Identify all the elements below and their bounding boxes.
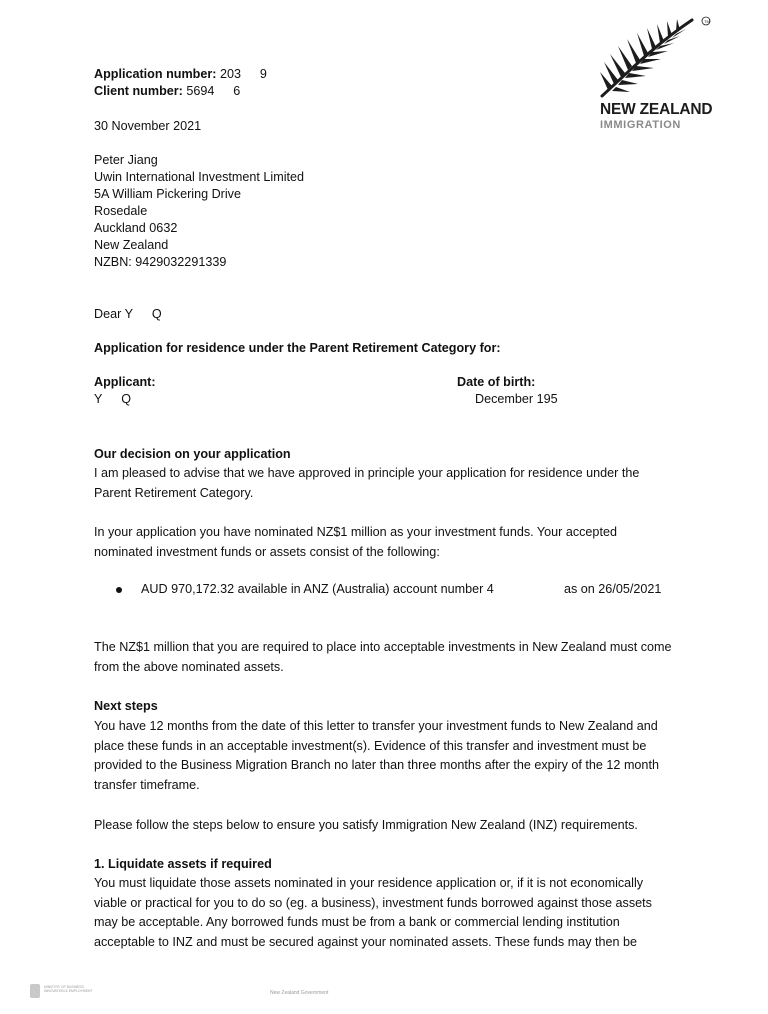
- next-steps-paragraph-1: You have 12 months from the date of this letter to transfer your investment funds to New Zealand and place these funds in an acceptable investment(s). Evidence of this transfer and investment must be provided to the Business Migration Branch no later than three months after the expiry of the 12 month transfer timeframe.: [94, 719, 659, 793]
- decision-paragraph-1: I am pleased to advise that we have approved in principle your application for residence under the Parent Retirement Category.: [94, 466, 640, 500]
- application-number: [94, 66, 267, 83]
- immigration-nz-logo: [596, 14, 714, 134]
- letter-date: 30 November 2021: [94, 119, 202, 133]
- svg-text:TM: TM: [704, 19, 710, 24]
- applicant-label: Applicant:: [94, 375, 156, 389]
- bullet-suffix: as on 26/05/2021: [564, 582, 662, 596]
- client-number-value: 5694 6: [186, 84, 241, 98]
- next-steps-heading: Next steps: [94, 699, 158, 713]
- step1-heading: 1. Liquidate assets if required: [94, 857, 272, 871]
- client-number-label: Client number:: [94, 84, 183, 98]
- subject-line: Application for residence under the Parent Retirement Category for:: [94, 341, 501, 355]
- application-number-value: 203 9: [219, 67, 267, 81]
- mbie-footer-line1: MINISTRY OF BUSINESS,: [44, 985, 85, 989]
- decision-heading: Our decision on your application: [94, 447, 291, 461]
- recipient-street: 5A William Pickering Drive: [94, 187, 241, 201]
- recipient-country: New Zealand: [94, 238, 169, 252]
- salutation: Dear Y Q: [94, 307, 162, 321]
- nz-crest-icon: [30, 984, 40, 998]
- mbie-footer-text: [44, 985, 92, 993]
- applicant-value: Y Q: [94, 392, 132, 406]
- mbie-footer-line2: INNOVATION & EMPLOYMENT: [44, 989, 93, 993]
- client-number: [94, 83, 240, 100]
- bullet-icon: [116, 587, 122, 593]
- silver-fern-icon: [596, 14, 714, 100]
- application-number-label: Application number:: [94, 67, 217, 81]
- mbie-footer-logo: [30, 984, 110, 1000]
- decision-paragraph-3: The NZ$1 million that you are required to place into acceptable investments in New Zealand must come from the above nominated assets.: [94, 640, 672, 674]
- logo-line2: IMMIGRATION: [600, 119, 681, 131]
- step1-paragraph: You must liquidate those assets nominated in your residence application or, if it is not economically viable or practical for you to do so (eg. a business), investment funds borrowed against those assets may be acceptable. Any borrowed funds must be from a bank or commercial lending institution acceptable to INZ and must be secured against your nominated assets. These funds may then be: [94, 876, 652, 950]
- nz-government-footer: New Zealand Government: [270, 990, 329, 996]
- recipient-company: Uwin International Investment Limited: [94, 170, 304, 184]
- recipient-name: Peter Jiang: [94, 153, 158, 167]
- bullet-text: AUD 970,172.32 available in ANZ (Australia) account number 4: [141, 582, 494, 596]
- decision-paragraph-2: In your application you have nominated NZ$1 million as your investment funds. Your accepted nominated investment funds or assets consist of the following:: [94, 525, 617, 559]
- recipient-city: Auckland 0632: [94, 221, 178, 235]
- recipient-suburb: Rosedale: [94, 204, 148, 218]
- dob-label: Date of birth:: [457, 375, 536, 389]
- next-steps-paragraph-2: Please follow the steps below to ensure you satisfy Immigration New Zealand (INZ) requirements.: [94, 818, 638, 832]
- dob-value: December 195: [475, 392, 558, 406]
- logo-line1: NEW ZEALAND: [600, 101, 713, 118]
- recipient-nzbn: NZBN: 9429032291339: [94, 255, 227, 269]
